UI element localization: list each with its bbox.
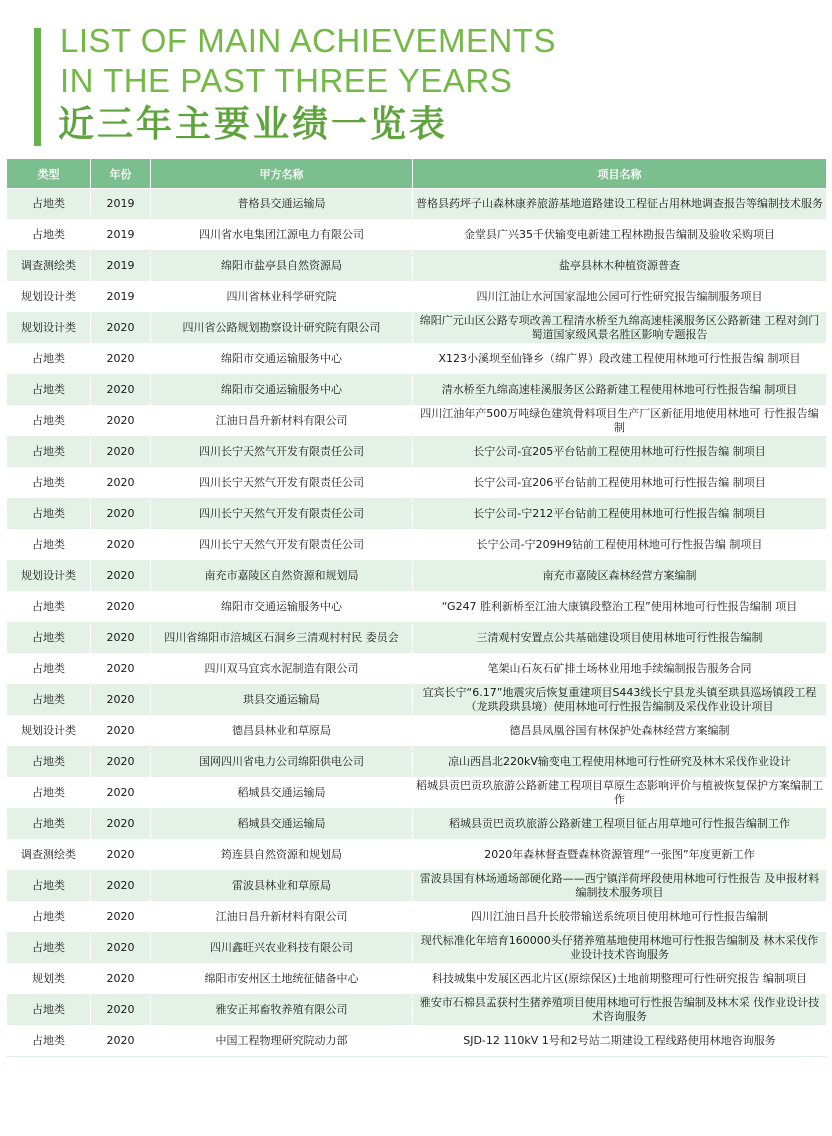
cell-year: 2020 xyxy=(91,623,151,654)
cell-project: 长宁公司-宁212平台钻前工程使用林地可行性报告编 制项目 xyxy=(413,499,827,530)
column-header-client: 甲方名称 xyxy=(151,159,413,189)
cell-project: 长宁公司-宜206平台钻前工程使用林地可行性报告编 制项目 xyxy=(413,468,827,499)
cell-type: 占地类 xyxy=(7,1026,91,1057)
cell-client: 四川长宁天然气开发有限责任公司 xyxy=(151,468,413,499)
cell-year: 2020 xyxy=(91,871,151,902)
table-row xyxy=(7,530,827,561)
cell-client: 雅安正邦畜牧养殖有限公司 xyxy=(151,995,413,1026)
cell-client: 江油日昌升新材料有限公司 xyxy=(151,902,413,933)
cell-client: 绵阳市安州区土地统征储备中心 xyxy=(151,964,413,995)
cell-year: 2020 xyxy=(91,1026,151,1057)
cell-client: 国网四川省电力公司绵阳供电公司 xyxy=(151,747,413,778)
table-row xyxy=(7,654,827,685)
cell-client: 江油日昌升新材料有限公司 xyxy=(151,406,413,437)
cell-type: 占地类 xyxy=(7,747,91,778)
table-row xyxy=(7,344,827,375)
column-header-type: 类型 xyxy=(7,159,91,189)
cell-project: 四川江油让水河国家湿地公园可行性研究报告编制服务项目 xyxy=(413,282,827,313)
cell-type: 规划设计类 xyxy=(7,716,91,747)
cell-project: SJD-12 110kV 1号和2号站二期建设工程线路使用林地咨询服务 xyxy=(413,1026,827,1057)
cell-type: 占地类 xyxy=(7,344,91,375)
cell-client: 南充市嘉陵区自然资源和规划局 xyxy=(151,561,413,592)
cell-type: 占地类 xyxy=(7,189,91,220)
cell-project: 普格县药坪子山森林康养旅游基地道路建设工程征占用林地调查报告等编制技术服务 xyxy=(413,189,827,220)
cell-client: 四川双马宜宾水泥制造有限公司 xyxy=(151,654,413,685)
cell-client: 珙县交通运输局 xyxy=(151,685,413,716)
cell-project: 四川江油年产500万吨绿色建筑骨料项目生产厂区新征用地使用林地可 行性报告编制 xyxy=(413,406,827,437)
cell-client: 绵阳市交通运输服务中心 xyxy=(151,375,413,406)
table-row xyxy=(7,220,827,251)
cell-client: 绵阳市交通运输服务中心 xyxy=(151,592,413,623)
cell-project: 南充市嘉陵区森林经营方案编制 xyxy=(413,561,827,592)
cell-project: 清水桥至九绵高速桂溪服务区公路新建工程使用林地可行性报告编 制项目 xyxy=(413,375,827,406)
cell-project: 笔架山石灰石矿排土场林业用地手续编制报告服务合同 xyxy=(413,654,827,685)
cell-year: 2020 xyxy=(91,840,151,871)
cell-project: 长宁公司-宜205平台钻前工程使用林地可行性报告编 制项目 xyxy=(413,437,827,468)
cell-year: 2020 xyxy=(91,654,151,685)
cell-project: 科技城集中发展区西北片区(原综保区)土地前期整理可行性研究报告 编制项目 xyxy=(413,964,827,995)
cell-type: 占地类 xyxy=(7,871,91,902)
cell-year: 2020 xyxy=(91,964,151,995)
cell-client: 四川长宁天然气开发有限责任公司 xyxy=(151,499,413,530)
table-row xyxy=(7,747,827,778)
cell-type: 占地类 xyxy=(7,530,91,561)
table-row xyxy=(7,406,827,437)
cell-type: 占地类 xyxy=(7,468,91,499)
cell-year: 2020 xyxy=(91,313,151,344)
table-row xyxy=(7,375,827,406)
cell-year: 2020 xyxy=(91,468,151,499)
table-row xyxy=(7,1026,827,1057)
cell-type: 占地类 xyxy=(7,809,91,840)
cell-type: 占地类 xyxy=(7,778,91,809)
table-row xyxy=(7,313,827,344)
cell-client: 绵阳市交通运输服务中心 xyxy=(151,344,413,375)
achievements-table xyxy=(6,158,827,1057)
table-row xyxy=(7,623,827,654)
table-row xyxy=(7,716,827,747)
title-english-line-2: IN THE PAST THREE YEARS xyxy=(60,62,513,99)
cell-project: 盐亭县林木种植资源普查 xyxy=(413,251,827,282)
cell-type: 占地类 xyxy=(7,995,91,1026)
cell-type: 占地类 xyxy=(7,220,91,251)
cell-year: 2020 xyxy=(91,933,151,964)
table-row xyxy=(7,995,827,1026)
table-header-row xyxy=(7,159,827,189)
cell-type: 占地类 xyxy=(7,933,91,964)
cell-type: 规划类 xyxy=(7,964,91,995)
column-header-year: 年份 xyxy=(91,159,151,189)
table-body xyxy=(7,189,827,1057)
cell-year: 2019 xyxy=(91,282,151,313)
cell-type: 规划设计类 xyxy=(7,282,91,313)
cell-client: 普格县交通运输局 xyxy=(151,189,413,220)
cell-year: 2019 xyxy=(91,189,151,220)
cell-year: 2019 xyxy=(91,220,151,251)
cell-year: 2020 xyxy=(91,437,151,468)
cell-client: 中国工程物理研究院动力部 xyxy=(151,1026,413,1057)
table-row xyxy=(7,840,827,871)
cell-project: 凉山西昌北220kV输变电工程使用林地可行性研究及林木采伐作业设计 xyxy=(413,747,827,778)
cell-project: 绵阳广元山区公路专项改善工程清水桥至九绵高速桂溪服务区公路新建 工程对剑门蜀道国家级风景名胜区影响专题报告 xyxy=(413,313,827,344)
cell-project: 现代标准化年培育160000头仔猪养殖基地使用林地可行性报告编制及 林木采伐作业设计技术咨询服务 xyxy=(413,933,827,964)
cell-year: 2020 xyxy=(91,592,151,623)
cell-client: 四川省公路规划勘察设计研究院有限公司 xyxy=(151,313,413,344)
cell-type: 占地类 xyxy=(7,406,91,437)
cell-year: 2019 xyxy=(91,251,151,282)
cell-project: 稻城县贡巴贡玖旅游公路新建工程项目草原生态影响评价与植被恢复保护方案编制工作 xyxy=(413,778,827,809)
cell-year: 2020 xyxy=(91,685,151,716)
cell-client: 四川鑫旺兴农业科技有限公司 xyxy=(151,933,413,964)
cell-project: 三清观村安置点公共基础建设项目使用林地可行性报告编制 xyxy=(413,623,827,654)
table-row xyxy=(7,809,827,840)
cell-client: 筠连县自然资源和规划局 xyxy=(151,840,413,871)
cell-year: 2020 xyxy=(91,902,151,933)
title-chinese: 近三年主要业绩一览表 xyxy=(58,104,449,145)
cell-project: 稻城县贡巴贡玖旅游公路新建工程项目征占用草地可行性报告编制工作 xyxy=(413,809,827,840)
cell-year: 2020 xyxy=(91,406,151,437)
cell-type: 占地类 xyxy=(7,685,91,716)
cell-client: 四川省林业科学研究院 xyxy=(151,282,413,313)
cell-client: 四川长宁天然气开发有限责任公司 xyxy=(151,437,413,468)
cell-type: 占地类 xyxy=(7,592,91,623)
cell-type: 占地类 xyxy=(7,437,91,468)
cell-year: 2020 xyxy=(91,499,151,530)
column-header-project: 项目名称 xyxy=(413,159,827,189)
cell-client: 四川长宁天然气开发有限责任公司 xyxy=(151,530,413,561)
cell-project: 宜宾长宁“6.17”地震灾后恢复重建项目S443线长宁县龙头镇至珙县巡场镇段工程（龙珙段珙县境）使用林地可行性报告编制及采伐作业设计项目 xyxy=(413,685,827,716)
cell-client: 四川省绵阳市涪城区石洞乡三清观村村民 委员会 xyxy=(151,623,413,654)
table-row xyxy=(7,933,827,964)
cell-client: 四川省水电集团江源电力有限公司 xyxy=(151,220,413,251)
table-row xyxy=(7,561,827,592)
table-row xyxy=(7,499,827,530)
cell-type: 调查测绘类 xyxy=(7,251,91,282)
cell-type: 占地类 xyxy=(7,375,91,406)
cell-type: 调查测绘类 xyxy=(7,840,91,871)
cell-project: 四川江油日昌升长胶带输送系统项目使用林地可行性报告编制 xyxy=(413,902,827,933)
table-row xyxy=(7,437,827,468)
cell-year: 2020 xyxy=(91,809,151,840)
cell-project: 长宁公司-宁209H9钻前工程使用林地可行性报告编 制项目 xyxy=(413,530,827,561)
cell-client: 雷波县林业和草原局 xyxy=(151,871,413,902)
table-row xyxy=(7,685,827,716)
cell-year: 2020 xyxy=(91,530,151,561)
cell-year: 2020 xyxy=(91,995,151,1026)
table-row xyxy=(7,592,827,623)
table-row xyxy=(7,871,827,902)
cell-year: 2020 xyxy=(91,344,151,375)
cell-client: 稻城县交通运输局 xyxy=(151,809,413,840)
cell-type: 规划设计类 xyxy=(7,313,91,344)
table-row xyxy=(7,964,827,995)
cell-client: 绵阳市盐亭县自然资源局 xyxy=(151,251,413,282)
cell-project: 雅安市石棉县孟获村生猪养殖项目使用林地可行性报告编制及林木采 伐作业设计技术咨询服务 xyxy=(413,995,827,1026)
cell-project: X123小溪坝至仙锋乡（绵广界）段改建工程使用林地可行性报告编 制项目 xyxy=(413,344,827,375)
cell-client: 德昌县林业和草原局 xyxy=(151,716,413,747)
cell-type: 占地类 xyxy=(7,654,91,685)
table-row xyxy=(7,468,827,499)
table-row xyxy=(7,902,827,933)
cell-year: 2020 xyxy=(91,778,151,809)
cell-year: 2020 xyxy=(91,716,151,747)
cell-project: “G247 胜利新桥至江油大康镇段整治工程”使用林地可行性报告编制 项目 xyxy=(413,592,827,623)
cell-type: 规划设计类 xyxy=(7,561,91,592)
table-row xyxy=(7,189,827,220)
table-row xyxy=(7,282,827,313)
cell-project: 2020年森林督查暨森林资源管理“一张图”年度更新工作 xyxy=(413,840,827,871)
cell-year: 2020 xyxy=(91,375,151,406)
cell-year: 2020 xyxy=(91,747,151,778)
cell-project: 雷波县国有林场通场部硬化路——西宁镇洋荷坪段使用林地可行性报告 及申报材料编制技术服务项目 xyxy=(413,871,827,902)
title-english-line-1: LIST OF MAIN ACHIEVEMENTS xyxy=(60,22,556,59)
cell-type: 占地类 xyxy=(7,623,91,654)
table-row xyxy=(7,778,827,809)
cell-client: 稻城县交通运输局 xyxy=(151,778,413,809)
cell-project: 德昌县凤凰谷国有林保护处森林经营方案编制 xyxy=(413,716,827,747)
table-row xyxy=(7,251,827,282)
cell-type: 占地类 xyxy=(7,499,91,530)
cell-year: 2020 xyxy=(91,561,151,592)
cell-project: 金堂县广兴35千伏输变电新建工程林勘报告编制及验收采购项目 xyxy=(413,220,827,251)
cell-type: 占地类 xyxy=(7,902,91,933)
accent-bar xyxy=(34,28,41,146)
